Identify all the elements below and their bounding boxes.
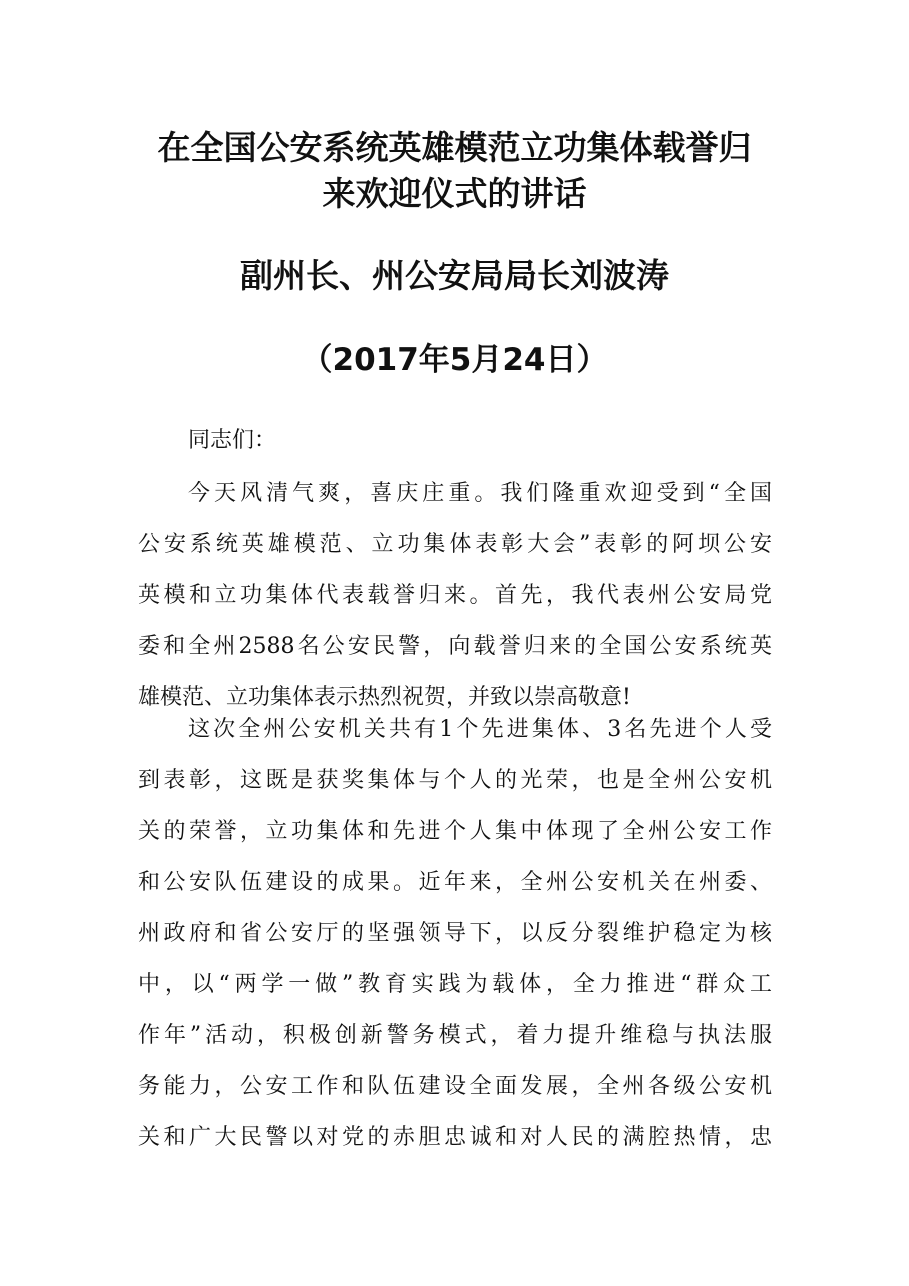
paragraph-2-line: 务能力，公安工作和队伍建设全面发展，全州各级公安机: [138, 1074, 772, 1099]
salutation: 同志们：: [188, 428, 277, 453]
paragraph-1-line: 英模和立功集体代表载誉归来。首先，我代表州公安局党: [138, 583, 772, 608]
speaker-byline: 副州长、州公安局局长刘波涛: [240, 256, 669, 295]
document-title-line-2: 来欢迎仪式的讲话: [322, 174, 587, 213]
paragraph-2-line: 州政府和省公安厅的坚强领导下，以反分裂维护稳定为核: [138, 921, 772, 946]
paragraph-2-line: 作年”活动，积极创新警务模式，着力提升维稳与执法服: [138, 1023, 772, 1048]
paragraph-1-line: 委和全州2588名公安民警，向载誉归来的全国公安系统英: [138, 634, 772, 659]
document-title-line-1: 在全国公安系统英雄模范立功集体载誉归: [157, 128, 752, 167]
speech-date: （2017年5月24日）: [301, 342, 608, 378]
paragraph-2-line: 关的荣誉，立功集体和先进个人集中体现了全州公安工作: [138, 819, 772, 844]
paragraph-1-line: 今天风清气爽，喜庆庄重。我们隆重欢迎受到“全国: [188, 481, 772, 506]
paragraph-1-line: 雄模范、立功集体表示热烈祝贺，并致以崇高敬意!: [138, 685, 631, 710]
paragraph-2-line: 中，以“两学一做”教育实践为载体，全力推进“群众工: [138, 972, 772, 997]
paragraph-2-line: 关和广大民警以对党的赤胆忠诚和对人民的满腔热情，忠: [138, 1125, 772, 1150]
paragraph-1-line: 公安系统英雄模范、立功集体表彰大会”表彰的阿坝公安: [138, 532, 772, 557]
paragraph-2-line: 到表彰，这既是获奖集体与个人的光荣，也是全州公安机: [138, 768, 772, 793]
paragraph-2-line: 和公安队伍建设的成果。近年来，全州公安机关在州委、: [138, 870, 772, 895]
paragraph-2-line: 这次全州公安机关共有1个先进集体、3名先进个人受: [188, 717, 772, 742]
